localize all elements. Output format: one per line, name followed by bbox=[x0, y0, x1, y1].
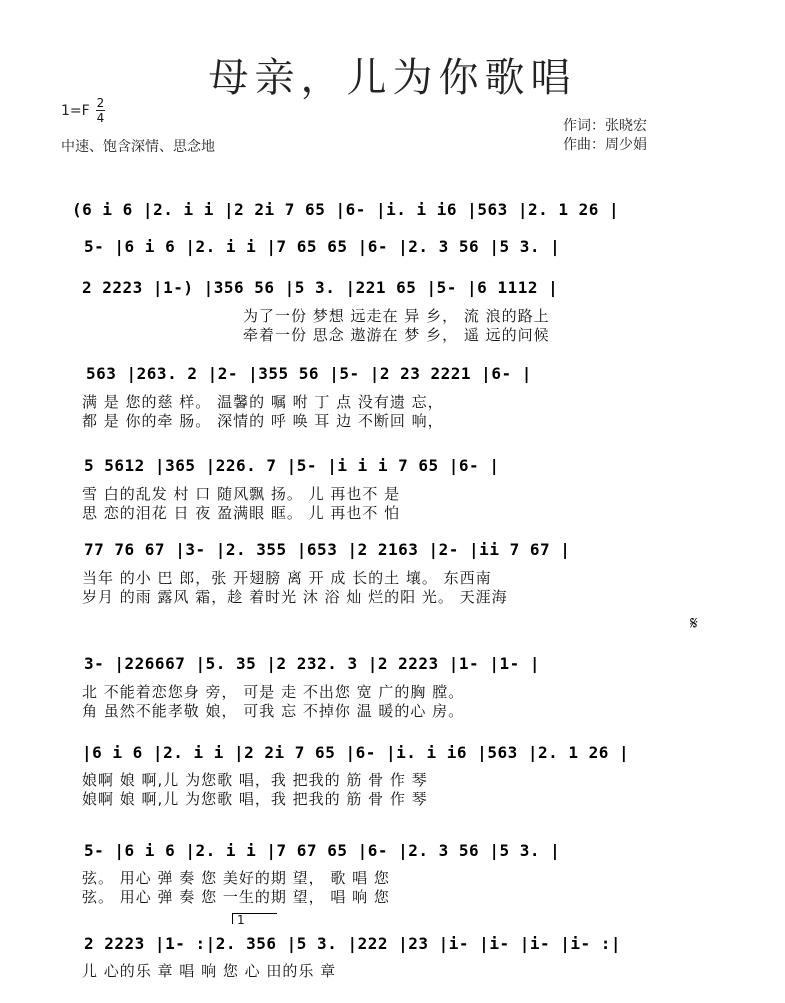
lyric-line-3b: 牵着一份 思念 遨游在 梦 乡， 遥 远的问候 bbox=[243, 326, 550, 344]
lyric-line-9a: 弦。 用心 弹 奏 您 美好的期 望， 歌 唱 您 bbox=[82, 869, 390, 887]
lyric-line-8a: 娘啊 娘 啊,儿 为您歌 唱，我 把我的 筋 骨 作 琴 bbox=[82, 771, 428, 789]
score-row-9: 5- |6 i 6 |2. i i |7 67 65 |6- |2. 3 56 |5 3. | bbox=[84, 841, 561, 860]
score-row-4: 563 |263. 2 |2- |355 56 |5- |2 23 2221 |6- | bbox=[86, 364, 532, 383]
score-row-8: |6 i 6 |2. i i |2 2i 7 65 |6- |i. i i6 |563 |2. 1 26 | bbox=[82, 743, 630, 762]
score-row-2: 5- |6 i 6 |2. i i |7 65 65 |6- |2. 3 56 |5 3. | bbox=[84, 237, 561, 256]
time-signature-top: 2 bbox=[96, 96, 105, 110]
time-signature bbox=[96, 97, 105, 124]
score-row-10: 2 2223 |1- :|2. 356 |5 3. |222 |23 |i- |i- |i- |i- :| bbox=[84, 934, 622, 953]
lyric-line-4b: 都 是 你的牵 肠。 深情的 呼 唤 耳 边 不断回 响， bbox=[82, 412, 444, 430]
lyric-line-7a: 北 不能着恋您身 旁， 可是 走 不出您 宽 广的胸 膛。 bbox=[82, 683, 465, 701]
lyric-line-3a: 为了一份 梦想 远走在 异 乡， 流 浪的路上 bbox=[243, 307, 550, 325]
composer-credit: 作曲：周少娟 bbox=[563, 137, 647, 153]
tempo-marking: 中速、饱含深情、思念地 bbox=[61, 139, 215, 155]
song-title: 母亲，儿为你歌唱 bbox=[208, 55, 577, 101]
lyric-line-6a: 当年 的小 巴 郎，张 开翅膀 离 开 成 长的土 壤。 东西南 bbox=[82, 569, 492, 587]
score-row-1: (6 i 6 |2. i i |2 2i 7 65 |6- |i. i i6 |563 |2. 1 26 | bbox=[72, 200, 620, 219]
score-row-7: 3- |226667 |5. 35 |2 232. 3 |2 2223 |1- |1- | bbox=[84, 654, 540, 673]
score-row-6: 77 76 67 |3- |2. 355 |653 |2 2163 |2- |ii 7 67 | bbox=[84, 540, 571, 559]
lyric-line-8b: 娘啊 娘 啊,儿 为您歌 唱，我 把我的 筋 骨 作 琴 bbox=[82, 790, 428, 808]
lyric-line-4a: 满 是 您的慈 样。 温馨的 嘱 咐 丁 点 没有遗 忘， bbox=[82, 393, 444, 411]
score-row-5: 5 5612 |365 |226. 7 |5- |i i i 7 65 |6- | bbox=[84, 456, 500, 475]
lyricist-credit: 作词：张晓宏 bbox=[563, 118, 647, 134]
lyric-line-10a: 儿 心的乐 章 唱 响 您 心 田的乐 章 bbox=[82, 962, 337, 980]
volta-number: 1 bbox=[237, 913, 245, 927]
key-signature: 1=F bbox=[61, 103, 90, 119]
lyric-line-5a: 雪 白的乱发 村 口 随风飘 扬。 儿 再也不 是 bbox=[82, 485, 401, 503]
lyric-line-6b: 岁月 的雨 露风 霜，趁 着时光 沐 浴 灿 烂的阳 光。 天涯海 bbox=[82, 588, 508, 606]
lyric-line-9b: 弦。 用心 弹 奏 您 一生的期 望， 唱 响 您 bbox=[82, 888, 390, 906]
lyric-line-7b: 角 虽然不能孝敬 娘， 可我 忘 不掉你 温 暖的心 房。 bbox=[82, 702, 465, 720]
volta-bracket bbox=[232, 913, 277, 927]
lyric-line-5b: 思 恋的泪花 日 夜 盈满眼 眶。 儿 再也不 怕 bbox=[82, 504, 401, 522]
segno-sign: 𝄋 bbox=[690, 613, 698, 634]
score-row-3: 2 2223 |1-) |356 56 |5 3. |221 65 |5- |6 1112 | bbox=[82, 278, 559, 297]
time-signature-bottom: 4 bbox=[96, 111, 105, 125]
